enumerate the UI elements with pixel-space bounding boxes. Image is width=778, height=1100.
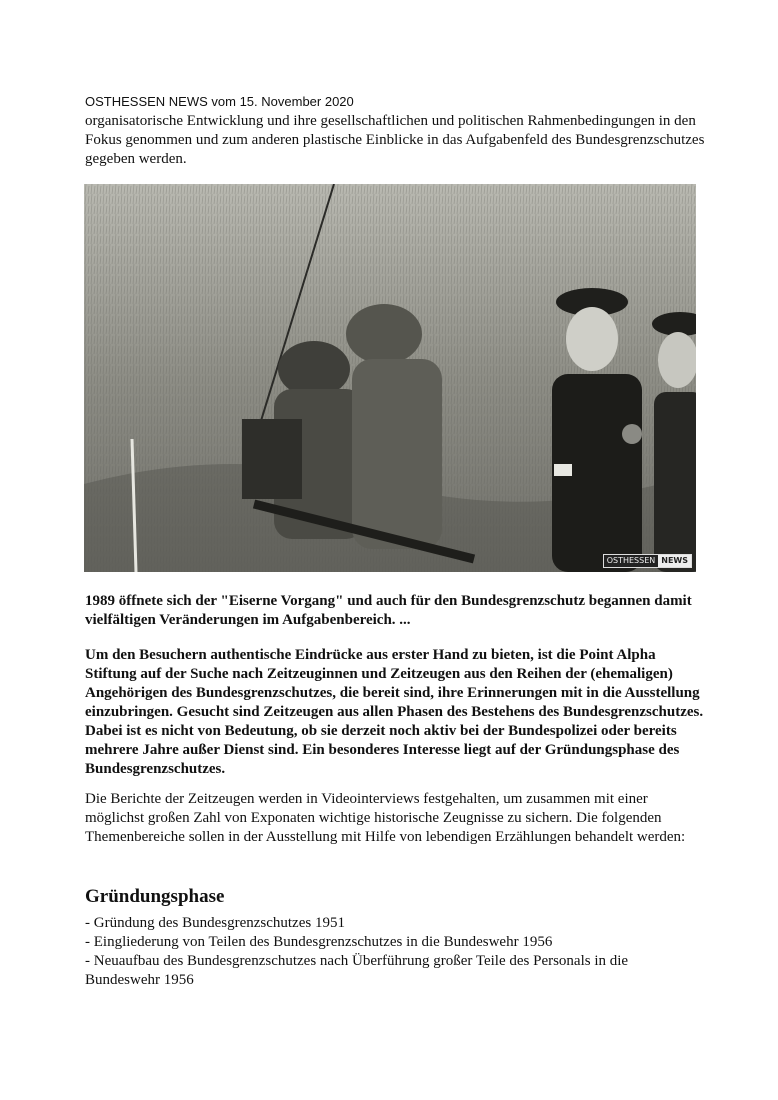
soldiers-photo bbox=[84, 184, 696, 572]
watermark-left: OSTHESSEN bbox=[604, 555, 659, 567]
list-item: - Neuaufbau des Bundesgrenzschutzes nach Überführung großer Teile des Personals in die Bundeswehr 1956 bbox=[85, 953, 629, 988]
section-heading: Gründungsphase bbox=[85, 886, 225, 907]
list-item: - Eingliederung von Teilen des Bundesgrenzschutzes in die Bundeswehr 1956 bbox=[85, 934, 553, 950]
body-paragraph: Die Berichte der Zeitzeugen werden in Videointerviews festgehalten, um zusammen mit einer möglichst großen Zahl von Exponaten wichtige historische Zeugnisse zu sichern. Die folgenden Themenbereiche sollen in der Ausstellung mit Hilfe von lebendigen Erzählungen behandelt werden: bbox=[85, 791, 686, 845]
source-line: OSTHESSEN NEWS vom 15. November 2020 bbox=[85, 94, 354, 109]
photo-illustration bbox=[84, 184, 696, 572]
list-item: - Gründung des Bundesgrenzschutzes 1951 bbox=[85, 915, 345, 931]
lead-paragraph: 1989 öffnete sich der "Eiserne Vorgang" und auch für den Bundesgrenzschutz begannen damit vielfältigen Veränderungen im Aufgabenbereich. ... bbox=[85, 593, 692, 628]
topic-list bbox=[85, 914, 705, 990]
callout-paragraph: Um den Besuchern authentische Eindrücke aus erster Hand zu bieten, ist die Point Alpha Stiftung auf der Suche nach Zeitzeuginnen und Zeitzeugen aus den Reihen der (ehemaligen) Angehörigen des Bundesgrenzschutzes, die bereit sind, ihre Erinnerungen mit in die Ausstellung einzubringen. Gesucht sind Zeitzeugen aus allen Phasen des Bestehens des Bundesgrenzschutzes. Dabei ist es nicht von Bedeutung, ob sie derzeit noch aktiv bei der Bundespolizei oder bereits mehrere Jahre außer Dienst sind. Ein besonderes Interesse liegt auf der Gründungsphase des Bundesgrenzschutzes. bbox=[85, 647, 704, 777]
photo-watermark bbox=[603, 554, 692, 568]
intro-paragraph: organisatorische Entwicklung und ihre gesellschaftlichen und politischen Rahmenbedingungen in den Fokus genommen und zum anderen plastische Einblicke in das Aufgabenfeld des Bundesgrenzschutzes gegeben werden. bbox=[85, 113, 705, 167]
watermark-right: NEWS bbox=[658, 555, 691, 567]
